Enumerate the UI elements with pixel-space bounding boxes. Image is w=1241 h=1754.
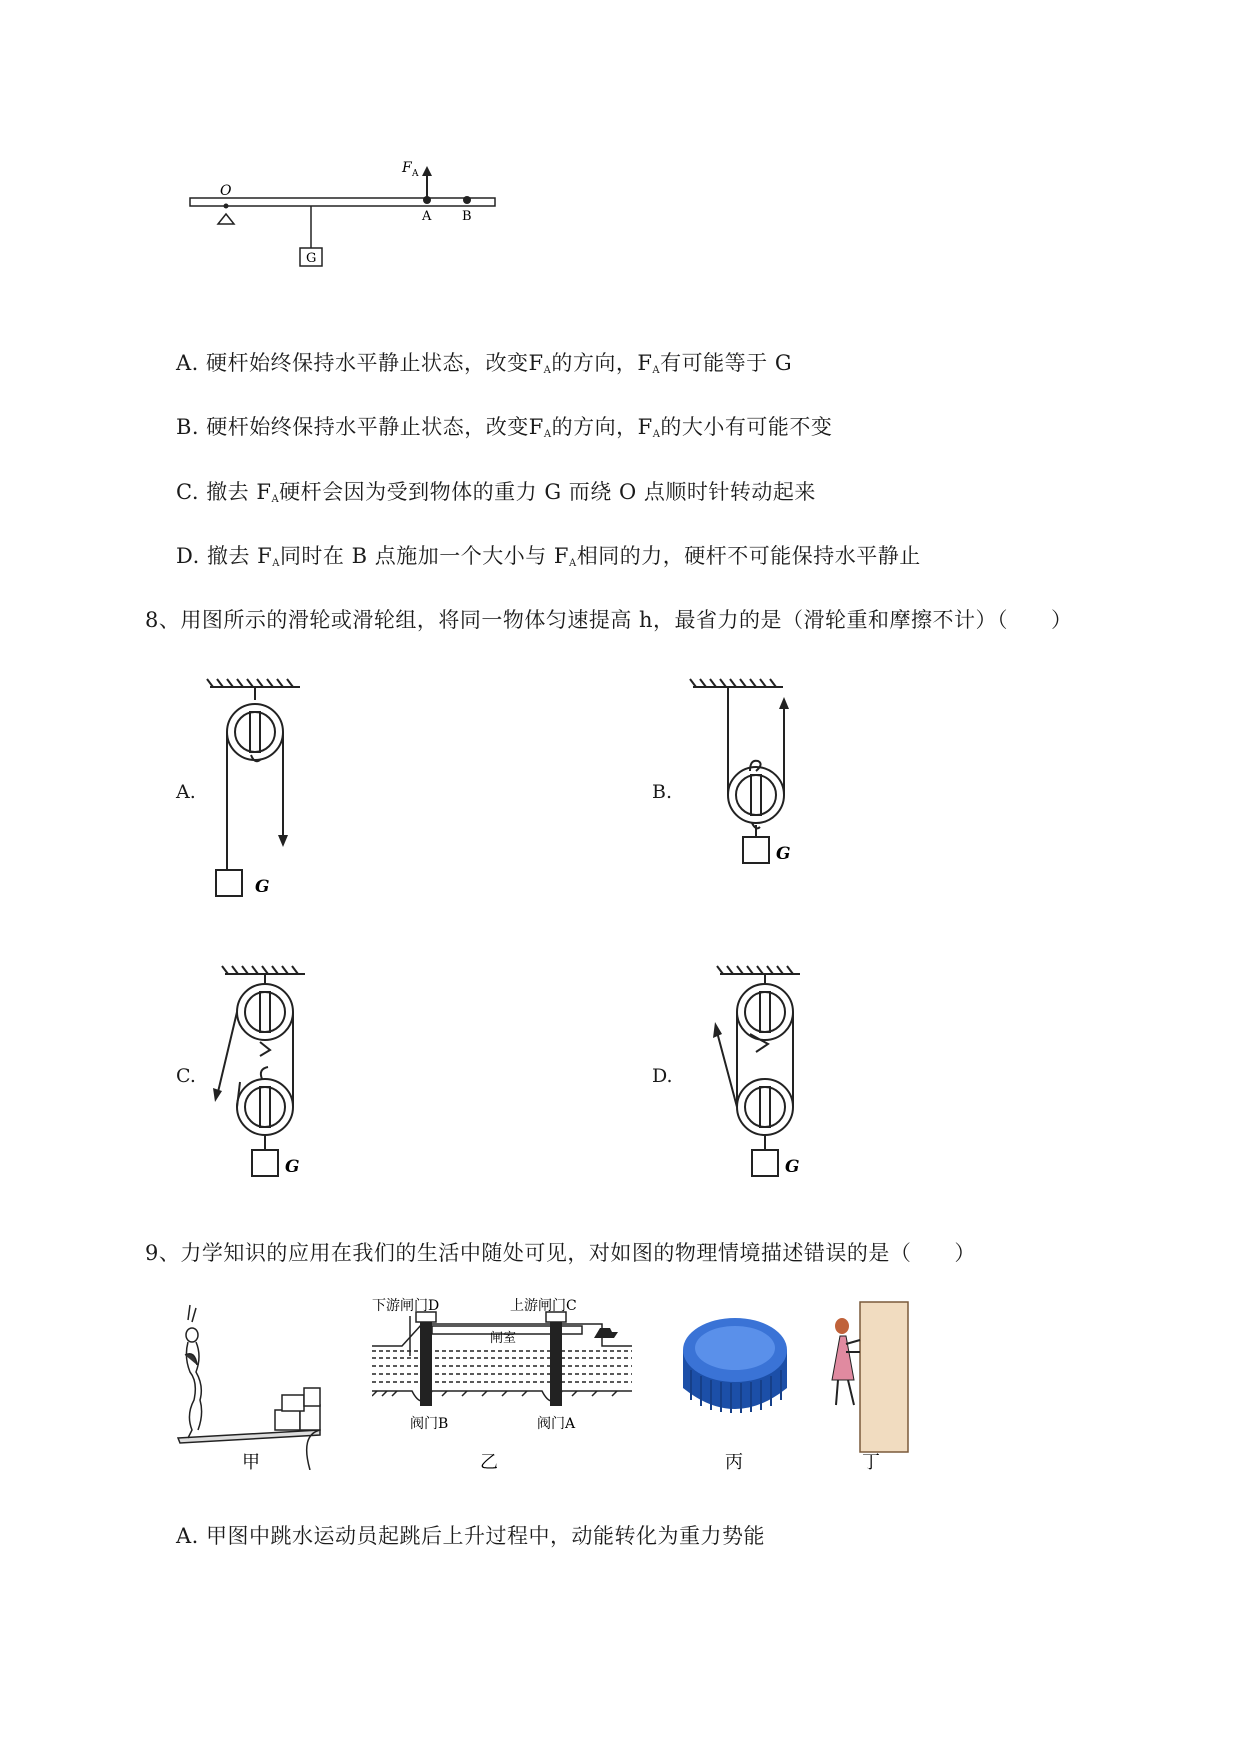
question-8-text: 8、用图所示的滑轮或滑轮组，将同一物体匀速提高 h，最省力的是（滑轮重和摩擦不计）（ ）: [145, 608, 1073, 632]
point-b-label: B: [462, 209, 472, 224]
weight-label: G: [785, 1157, 800, 1177]
valve-a-label: 阀门A: [537, 1416, 576, 1432]
q8-option-c-label: C.: [176, 1065, 196, 1087]
q7-option-b: B. 硬杆始终保持水平静止状态，改变$F_A$的方向，$F_A$的大小有可能不变: [176, 415, 833, 440]
force-label: F: [402, 160, 412, 176]
option-letter: C.: [176, 480, 199, 504]
figure-diver: [170, 1300, 330, 1470]
figure-label-jia: 甲: [242, 1452, 260, 1470]
option-letter: B.: [176, 415, 200, 439]
weight-label: G: [285, 1157, 300, 1177]
option-letter: D.: [176, 544, 200, 568]
q8-option-d-label: D.: [652, 1065, 673, 1087]
lever-diagram: [180, 160, 540, 310]
upstream-gate-label: 上游闸门C: [510, 1298, 577, 1314]
valve-b-label: 阀门B: [410, 1416, 449, 1432]
figure-person-wall: [820, 1300, 920, 1472]
downstream-gate-label: 下游闸门D: [372, 1298, 440, 1314]
question-9-text: 9、力学知识的应用在我们的生活中随处可见，对如图的物理情境描述错误的是（ ）: [145, 1241, 976, 1265]
weight-label: G: [255, 877, 270, 897]
pulley-figure-a: [205, 675, 315, 905]
pulley-figure-b: [688, 675, 798, 905]
pulley-figure-c: [210, 962, 320, 1202]
chamber-label: 闸室: [490, 1331, 517, 1346]
q7-option-d: D. 撤去 $F_A$同时在 B 点施加一个大小与 $F_A$相同的力，硬杆不可能保持水平静止: [176, 544, 921, 569]
weight-label: G: [776, 844, 791, 864]
q7-option-c: C. 撤去 $F_A$硬杆会因为受到物体的重力 G 而绕 O 点顺时针转动起来: [176, 480, 816, 505]
option-letter: A.: [176, 351, 199, 375]
q7-option-a: A. 硬杆始终保持水平静止状态，改变$F_A$的方向，$F_A$有可能等于 G: [176, 351, 793, 376]
q9-option-a: A. 甲图中跳水运动员起跳后上升过程中，动能转化为重力势能: [176, 1524, 766, 1548]
weight-label: G: [306, 251, 317, 266]
q8-option-a-label: A.: [176, 781, 196, 803]
figure-ship-lock: [372, 1296, 642, 1476]
figure-label-yi: 乙: [480, 1452, 498, 1473]
pivot-label: O: [220, 183, 232, 199]
figure-label-bing: 丙: [725, 1452, 743, 1473]
q8-option-b-label: B.: [652, 781, 673, 803]
figure-label-ding: 丁: [862, 1452, 880, 1472]
figure-bottle-cap: [675, 1310, 805, 1475]
force-label-sub: A: [412, 169, 419, 179]
pulley-figure-d: [705, 962, 815, 1202]
point-a-label: A: [422, 209, 432, 224]
